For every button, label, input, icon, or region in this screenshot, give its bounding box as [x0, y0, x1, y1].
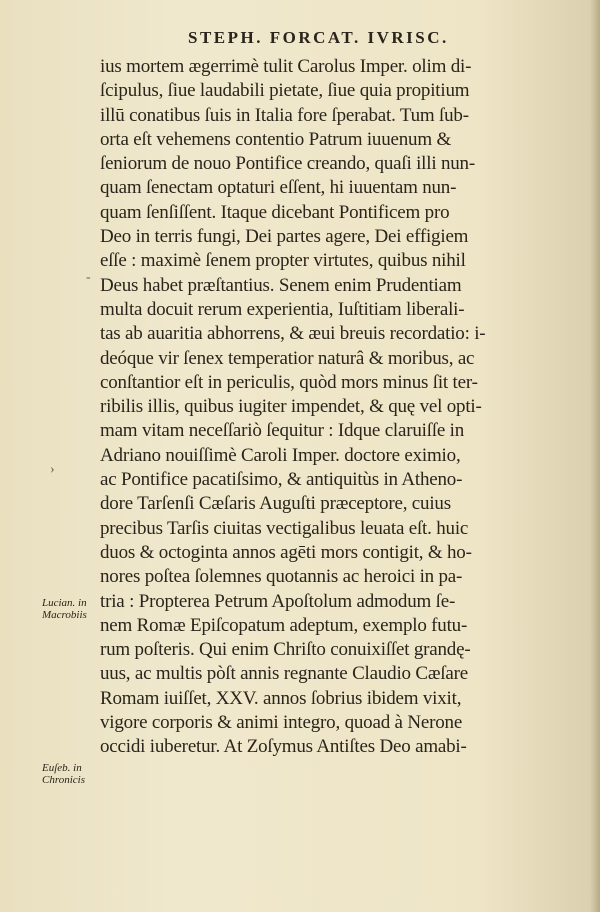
running-head: STEPH. FORCAT. IVRISC. [188, 28, 449, 47]
text-line: Adriano nouiſſimè Caroli Imper. doctore eximio, [100, 444, 461, 466]
marginal-note-eusebius: Euſeb. in Chronicis [42, 762, 85, 786]
text-line: nores poſtea ſolemnes quotannis ac heroici in pa- [100, 566, 463, 588]
text-line: Deo in terris fungi, Dei partes agere, Dei effigiem [100, 226, 469, 248]
text-line: multa docuit rerum experientia, Iuſtitiam liberali- [100, 298, 465, 320]
text-line: ſcipulus, ſiue laudabili pietate, ſiue quia propitium [100, 80, 470, 102]
text-line: uus, ac multis pòſt annis regnante Claudio Cæſare [100, 663, 469, 685]
text-line: ius mortem ægerrimè tulit Carolus Imper. olim di- [100, 56, 472, 77]
text-line: ſeniorum de nouo Pontifice creando, quaſi illi nun- [100, 153, 475, 175]
marginal-note-lucian: Lucian. in Macrobiis [42, 597, 87, 621]
text-line: eſſe : maximè ſenem propter virtutes, quibus nihil [100, 250, 466, 272]
text-line: rum poſteris. Qui enim Chriſto conuixiſſet grandę- [100, 639, 471, 661]
text-line: conſtantior eſt in periculis, quòd mors minus ſit ter- [100, 371, 478, 393]
text-line: tria : Propterea Petrum Apoſtolum admodum ſe- [100, 590, 456, 612]
text-line: mam vitam neceſſariò ſequitur : Idque claruiſſe in [100, 420, 465, 442]
text-line: occidi iuberetur. At Zoſymus Antiſtes Deo amabi- [100, 736, 467, 758]
text-line: ribilis illis, quibus iugiter impendet, & quę vel opti- [100, 396, 482, 418]
text-line: quam ſenſiſſent. Itaque dicebant Pontificem pro [100, 201, 450, 223]
text-line: Romam iuiſſet, XXV. annos ſobrius ibidem vixit, [100, 687, 462, 709]
text-line: vigore corporis & animi integro, quoad à Nerone [100, 712, 463, 734]
margin-mark: - [86, 270, 91, 285]
text-line: deóque vir ſenex temperatior naturâ & moribus, ac [100, 347, 475, 369]
text-line: duos & octoginta annos agēti mors contigit, & ho- [100, 541, 472, 563]
text-line: ac Pontifice pacatiſsimo, & antiquitùs in Atheno- [100, 469, 463, 491]
text-line: illū conatibus ſuis in Italia fore ſperabat. Tum ſub- [100, 104, 469, 126]
text-line: quam ſenectam optaturi eſſent, hi iuuentam nun- [100, 177, 457, 199]
body-text [100, 55, 570, 760]
text-line: Deus habet præſtantius. Senem enim Prudentiam [100, 274, 462, 296]
margin-mark: › [50, 462, 55, 477]
text-line: nem Romæ Epiſcopatum adeptum, exemplo futu- [100, 614, 468, 636]
page-edge-shadow [590, 0, 600, 912]
text-line: precibus Tarſis ciuitas vectigalibus leuata eſt. huic [100, 517, 469, 539]
text-line: dore Tarſenſi Cæſaris Auguſti præceptore, cuius [100, 493, 451, 515]
text-line: tas ab auaritia abhorrens, & æui breuis recordatio: i- [100, 323, 486, 345]
text-line: orta eſt vehemens contentio Patrum iuuenum & [100, 128, 452, 150]
